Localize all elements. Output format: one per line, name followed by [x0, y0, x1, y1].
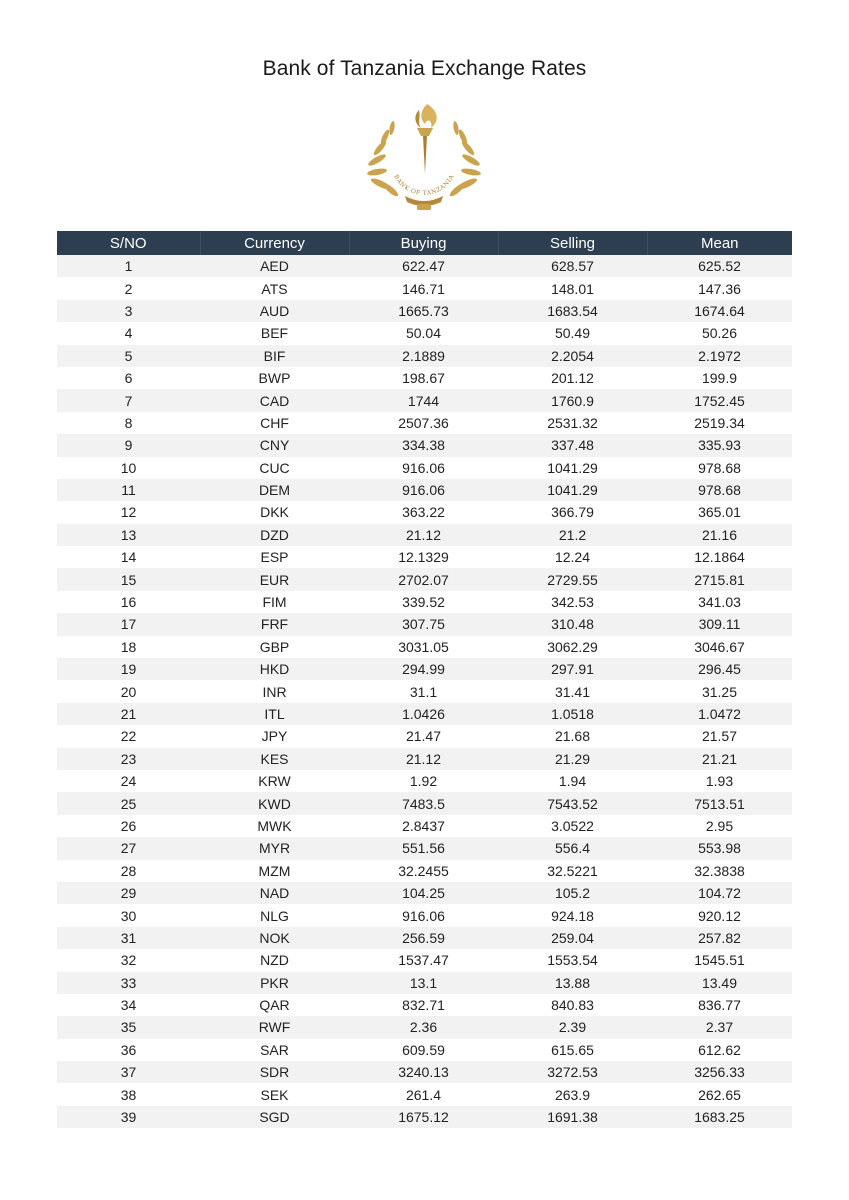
cell-buying: 2.1889: [349, 345, 498, 367]
cell-currency: MWK: [200, 815, 349, 837]
cell-sno: 9: [57, 434, 200, 456]
cell-sno: 13: [57, 524, 200, 546]
exchange-rates-table: [57, 231, 792, 1128]
cell-sno: 38: [57, 1083, 200, 1105]
cell-selling: 12.24: [498, 546, 647, 568]
cell-buying: 3031.05: [349, 636, 498, 658]
cell-mean: 3046.67: [647, 636, 792, 658]
cell-sno: 33: [57, 972, 200, 994]
cell-selling: 31.41: [498, 680, 647, 702]
table-row: [57, 904, 792, 926]
table-row: [57, 927, 792, 949]
cell-selling: 3272.53: [498, 1061, 647, 1083]
cell-currency: NOK: [200, 927, 349, 949]
cell-sno: 10: [57, 457, 200, 479]
cell-selling: 1553.54: [498, 949, 647, 971]
cell-selling: 1041.29: [498, 457, 647, 479]
cell-buying: 1665.73: [349, 300, 498, 322]
table-row: [57, 748, 792, 770]
cell-currency: AED: [200, 255, 349, 277]
cell-sno: 32: [57, 949, 200, 971]
cell-mean: 257.82: [647, 927, 792, 949]
table-row: [57, 949, 792, 971]
cell-buying: 1.92: [349, 770, 498, 792]
cell-selling: 840.83: [498, 994, 647, 1016]
table-row: [57, 1016, 792, 1038]
table-row: [57, 770, 792, 792]
cell-selling: 2531.32: [498, 412, 647, 434]
cell-sno: 11: [57, 479, 200, 501]
cell-mean: 1545.51: [647, 949, 792, 971]
cell-currency: KWD: [200, 792, 349, 814]
table-row: [57, 389, 792, 411]
cell-mean: 920.12: [647, 904, 792, 926]
cell-buying: 50.04: [349, 322, 498, 344]
cell-selling: 924.18: [498, 904, 647, 926]
cell-mean: 1674.64: [647, 300, 792, 322]
bank-of-tanzania-emblem-icon: [367, 100, 481, 214]
cell-mean: 2519.34: [647, 412, 792, 434]
cell-mean: 365.01: [647, 501, 792, 523]
cell-buying: 1.0426: [349, 703, 498, 725]
column-header-currency: Currency: [200, 231, 349, 255]
cell-selling: 1.0518: [498, 703, 647, 725]
cell-selling: 7543.52: [498, 792, 647, 814]
cell-selling: 3.0522: [498, 815, 647, 837]
cell-buying: 21.47: [349, 725, 498, 747]
cell-currency: BEF: [200, 322, 349, 344]
cell-selling: 50.49: [498, 322, 647, 344]
cell-currency: CAD: [200, 389, 349, 411]
cell-buying: 339.52: [349, 591, 498, 613]
table-row: [57, 972, 792, 994]
column-header-selling: Selling: [498, 231, 647, 255]
cell-sno: 17: [57, 613, 200, 635]
cell-buying: 7483.5: [349, 792, 498, 814]
cell-sno: 7: [57, 389, 200, 411]
cell-buying: 832.71: [349, 994, 498, 1016]
table-row: [57, 255, 792, 277]
column-header-buying: Buying: [349, 231, 498, 255]
cell-buying: 551.56: [349, 837, 498, 859]
cell-currency: EUR: [200, 568, 349, 590]
cell-buying: 2507.36: [349, 412, 498, 434]
table-row: [57, 546, 792, 568]
cell-currency: NAD: [200, 882, 349, 904]
cell-selling: 628.57: [498, 255, 647, 277]
cell-currency: FRF: [200, 613, 349, 635]
cell-mean: 2715.81: [647, 568, 792, 590]
cell-sno: 4: [57, 322, 200, 344]
cell-selling: 615.65: [498, 1039, 647, 1061]
cell-buying: 31.1: [349, 680, 498, 702]
table-row: [57, 658, 792, 680]
table-row: [57, 725, 792, 747]
table-row: [57, 591, 792, 613]
cell-selling: 13.88: [498, 972, 647, 994]
cell-currency: RWF: [200, 1016, 349, 1038]
cell-currency: AUD: [200, 300, 349, 322]
cell-currency: BIF: [200, 345, 349, 367]
table-row: [57, 322, 792, 344]
cell-sno: 24: [57, 770, 200, 792]
cell-sno: 39: [57, 1106, 200, 1128]
cell-sno: 34: [57, 994, 200, 1016]
cell-currency: ITL: [200, 703, 349, 725]
cell-sno: 14: [57, 546, 200, 568]
cell-sno: 23: [57, 748, 200, 770]
cell-mean: 335.93: [647, 434, 792, 456]
table-row: [57, 994, 792, 1016]
cell-buying: 916.06: [349, 457, 498, 479]
cell-currency: ATS: [200, 277, 349, 299]
cell-selling: 297.91: [498, 658, 647, 680]
cell-mean: 341.03: [647, 591, 792, 613]
cell-buying: 21.12: [349, 524, 498, 546]
cell-buying: 32.2455: [349, 860, 498, 882]
cell-selling: 201.12: [498, 367, 647, 389]
cell-selling: 556.4: [498, 837, 647, 859]
cell-sno: 6: [57, 367, 200, 389]
cell-buying: 256.59: [349, 927, 498, 949]
cell-sno: 25: [57, 792, 200, 814]
table-row: [57, 367, 792, 389]
table-row: [57, 457, 792, 479]
cell-selling: 32.5221: [498, 860, 647, 882]
cell-buying: 1675.12: [349, 1106, 498, 1128]
cell-sno: 8: [57, 412, 200, 434]
cell-mean: 612.62: [647, 1039, 792, 1061]
cell-buying: 609.59: [349, 1039, 498, 1061]
cell-buying: 21.12: [349, 748, 498, 770]
cell-buying: 146.71: [349, 277, 498, 299]
cell-mean: 309.11: [647, 613, 792, 635]
cell-mean: 978.68: [647, 457, 792, 479]
cell-selling: 148.01: [498, 277, 647, 299]
cell-buying: 916.06: [349, 904, 498, 926]
cell-buying: 3240.13: [349, 1061, 498, 1083]
cell-selling: 21.29: [498, 748, 647, 770]
cell-sno: 31: [57, 927, 200, 949]
cell-selling: 2.2054: [498, 345, 647, 367]
cell-buying: 622.47: [349, 255, 498, 277]
table-row: [57, 1106, 792, 1128]
cell-mean: 1.0472: [647, 703, 792, 725]
cell-currency: JPY: [200, 725, 349, 747]
cell-sno: 18: [57, 636, 200, 658]
column-header-sno: S/NO: [57, 231, 200, 255]
cell-buying: 294.99: [349, 658, 498, 680]
cell-sno: 26: [57, 815, 200, 837]
cell-currency: FIM: [200, 591, 349, 613]
cell-selling: 310.48: [498, 613, 647, 635]
cell-buying: 334.38: [349, 434, 498, 456]
cell-sno: 2: [57, 277, 200, 299]
cell-currency: DZD: [200, 524, 349, 546]
cell-buying: 916.06: [349, 479, 498, 501]
cell-selling: 1683.54: [498, 300, 647, 322]
cell-selling: 1691.38: [498, 1106, 647, 1128]
cell-selling: 259.04: [498, 927, 647, 949]
cell-mean: 1752.45: [647, 389, 792, 411]
cell-sno: 37: [57, 1061, 200, 1083]
cell-mean: 21.57: [647, 725, 792, 747]
cell-mean: 147.36: [647, 277, 792, 299]
cell-selling: 263.9: [498, 1083, 647, 1105]
table-row: [57, 613, 792, 635]
cell-selling: 1041.29: [498, 479, 647, 501]
cell-sno: 29: [57, 882, 200, 904]
table-row: [57, 792, 792, 814]
cell-currency: DEM: [200, 479, 349, 501]
cell-selling: 2729.55: [498, 568, 647, 590]
cell-buying: 1537.47: [349, 949, 498, 971]
cell-mean: 836.77: [647, 994, 792, 1016]
cell-sno: 5: [57, 345, 200, 367]
cell-mean: 50.26: [647, 322, 792, 344]
cell-mean: 1.93: [647, 770, 792, 792]
cell-selling: 1.94: [498, 770, 647, 792]
cell-sno: 28: [57, 860, 200, 882]
cell-currency: QAR: [200, 994, 349, 1016]
cell-currency: KES: [200, 748, 349, 770]
cell-buying: 198.67: [349, 367, 498, 389]
cell-sno: 35: [57, 1016, 200, 1038]
cell-buying: 307.75: [349, 613, 498, 635]
cell-selling: 342.53: [498, 591, 647, 613]
svg-text:BANK OF TANZANIA: BANK OF TANZANIA: [392, 173, 456, 198]
cell-mean: 199.9: [647, 367, 792, 389]
cell-mean: 625.52: [647, 255, 792, 277]
cell-selling: 21.2: [498, 524, 647, 546]
cell-selling: 366.79: [498, 501, 647, 523]
cell-currency: DKK: [200, 501, 349, 523]
cell-mean: 32.3838: [647, 860, 792, 882]
cell-currency: BWP: [200, 367, 349, 389]
cell-sno: 1: [57, 255, 200, 277]
cell-sno: 12: [57, 501, 200, 523]
cell-buying: 363.22: [349, 501, 498, 523]
cell-sno: 20: [57, 680, 200, 702]
table-header: [57, 231, 792, 255]
table-row: [57, 434, 792, 456]
cell-mean: 21.16: [647, 524, 792, 546]
cell-currency: NZD: [200, 949, 349, 971]
cell-selling: 1760.9: [498, 389, 647, 411]
table-row: [57, 1061, 792, 1083]
cell-mean: 978.68: [647, 479, 792, 501]
cell-sno: 16: [57, 591, 200, 613]
cell-sno: 3: [57, 300, 200, 322]
cell-currency: MYR: [200, 837, 349, 859]
table-row: [57, 412, 792, 434]
cell-mean: 31.25: [647, 680, 792, 702]
table-row: [57, 703, 792, 725]
cell-mean: 296.45: [647, 658, 792, 680]
cell-selling: 3062.29: [498, 636, 647, 658]
cell-currency: HKD: [200, 658, 349, 680]
page-title: Bank of Tanzania Exchange Rates: [262, 57, 587, 80]
table-row: [57, 300, 792, 322]
table-row: [57, 1039, 792, 1061]
table-row: [57, 524, 792, 546]
cell-currency: SGD: [200, 1106, 349, 1128]
cell-mean: 2.37: [647, 1016, 792, 1038]
cell-currency: NLG: [200, 904, 349, 926]
table-row: [57, 501, 792, 523]
cell-currency: PKR: [200, 972, 349, 994]
table-row: [57, 636, 792, 658]
cell-sno: 21: [57, 703, 200, 725]
cell-mean: 12.1864: [647, 546, 792, 568]
table-row: [57, 882, 792, 904]
table-row: [57, 837, 792, 859]
table-row: [57, 680, 792, 702]
cell-mean: 104.72: [647, 882, 792, 904]
cell-currency: CUC: [200, 457, 349, 479]
table-row: [57, 1083, 792, 1105]
table-row: [57, 345, 792, 367]
table-body: [57, 255, 792, 1128]
cell-currency: CHF: [200, 412, 349, 434]
table-row: [57, 568, 792, 590]
cell-sno: 27: [57, 837, 200, 859]
cell-mean: 262.65: [647, 1083, 792, 1105]
cell-sno: 19: [57, 658, 200, 680]
cell-buying: 1744: [349, 389, 498, 411]
cell-buying: 2.8437: [349, 815, 498, 837]
cell-currency: GBP: [200, 636, 349, 658]
table-row: [57, 277, 792, 299]
cell-mean: 7513.51: [647, 792, 792, 814]
cell-mean: 553.98: [647, 837, 792, 859]
cell-mean: 2.95: [647, 815, 792, 837]
cell-mean: 13.49: [647, 972, 792, 994]
cell-buying: 13.1: [349, 972, 498, 994]
cell-mean: 2.1972: [647, 345, 792, 367]
cell-currency: SAR: [200, 1039, 349, 1061]
cell-currency: CNY: [200, 434, 349, 456]
cell-selling: 21.68: [498, 725, 647, 747]
cell-selling: 2.39: [498, 1016, 647, 1038]
cell-buying: 12.1329: [349, 546, 498, 568]
cell-selling: 337.48: [498, 434, 647, 456]
cell-sno: 15: [57, 568, 200, 590]
cell-mean: 1683.25: [647, 1106, 792, 1128]
cell-buying: 2702.07: [349, 568, 498, 590]
cell-sno: 30: [57, 904, 200, 926]
cell-currency: KRW: [200, 770, 349, 792]
cell-sno: 36: [57, 1039, 200, 1061]
cell-sno: 22: [57, 725, 200, 747]
cell-buying: 104.25: [349, 882, 498, 904]
cell-currency: SEK: [200, 1083, 349, 1105]
cell-currency: SDR: [200, 1061, 349, 1083]
table-row: [57, 860, 792, 882]
cell-mean: 3256.33: [647, 1061, 792, 1083]
table-row: [57, 815, 792, 837]
cell-buying: 2.36: [349, 1016, 498, 1038]
cell-buying: 261.4: [349, 1083, 498, 1105]
cell-currency: INR: [200, 680, 349, 702]
column-header-mean: Mean: [647, 231, 792, 255]
table-row: [57, 479, 792, 501]
cell-currency: MZM: [200, 860, 349, 882]
cell-selling: 105.2: [498, 882, 647, 904]
cell-mean: 21.21: [647, 748, 792, 770]
cell-currency: ESP: [200, 546, 349, 568]
